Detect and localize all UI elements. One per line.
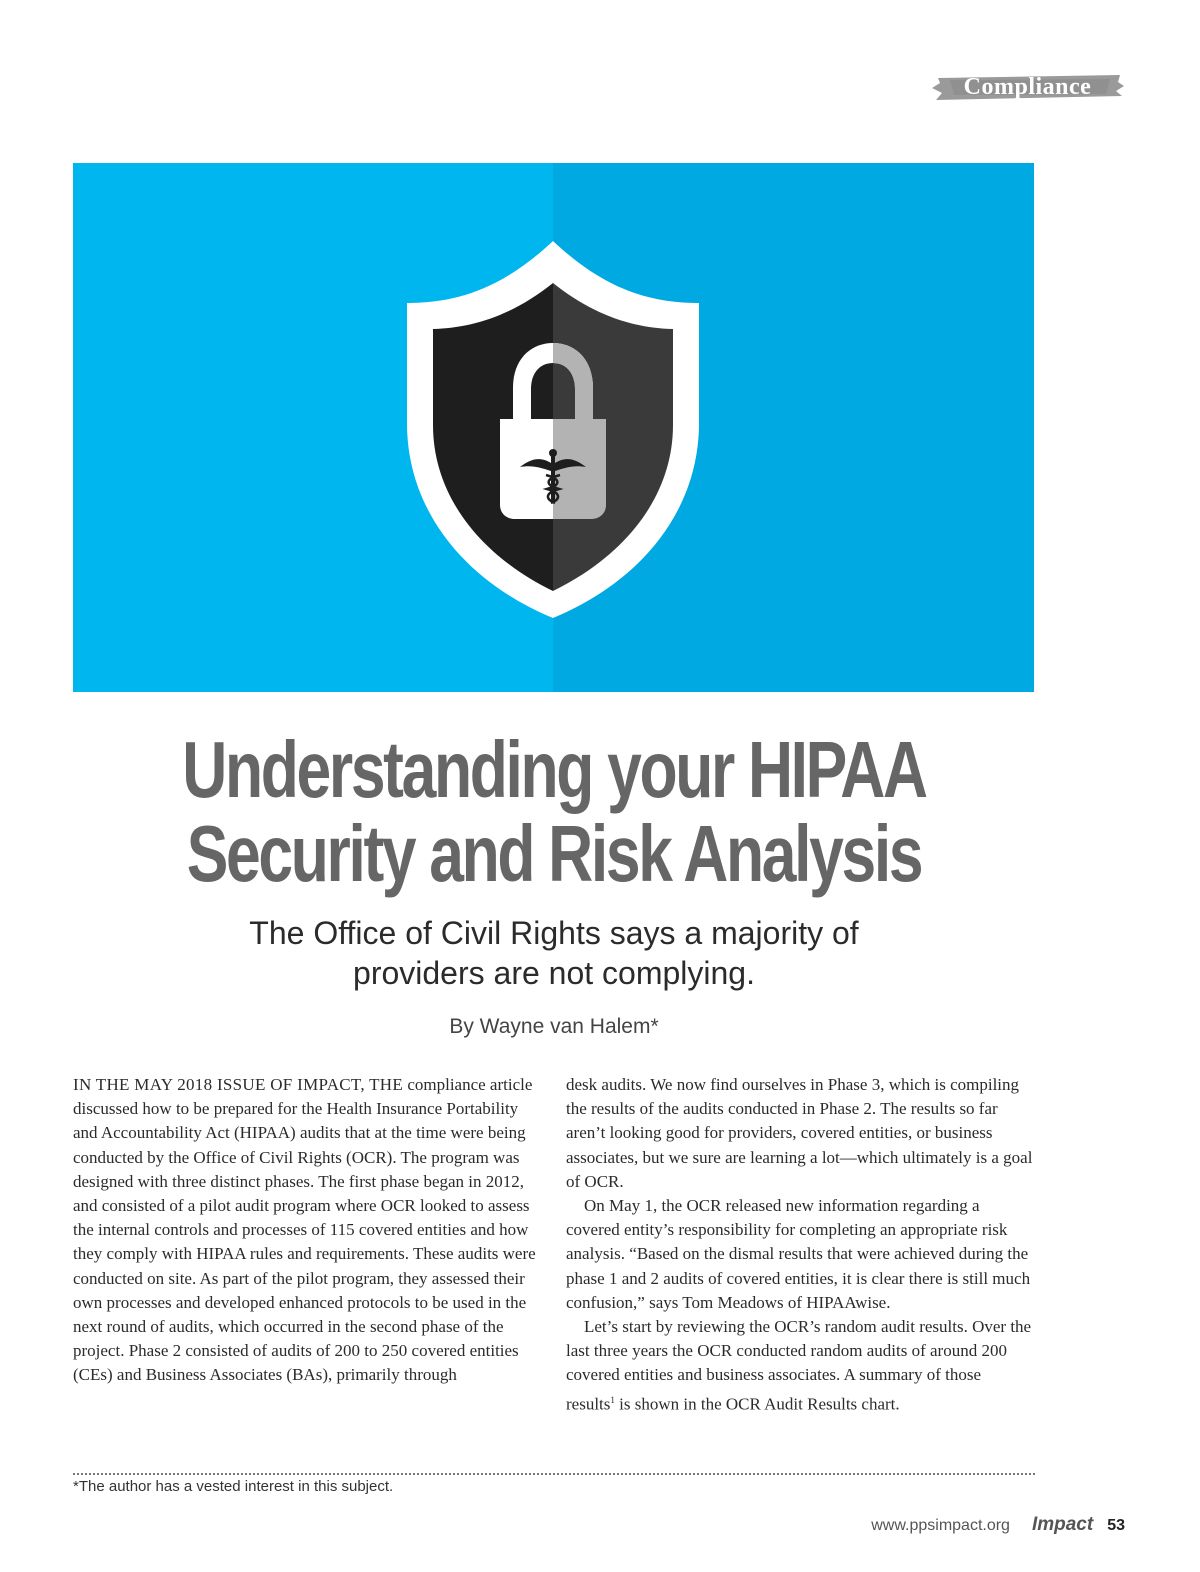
- shield-padlock-caduceus-icon: [73, 163, 1034, 692]
- page-footer: [871, 1514, 1125, 1536]
- section-tag: [930, 72, 1125, 102]
- footnote-marker: 1: [610, 1394, 615, 1405]
- lead-in: IN THE MAY 2018 ISSUE OF IMPACT, THE: [73, 1075, 404, 1094]
- footnote-divider: [73, 1473, 1035, 1475]
- hero-illustration: [73, 163, 1034, 692]
- paragraph: [566, 1315, 1034, 1416]
- page-number: 53: [1107, 1517, 1125, 1534]
- paragraph: On May 1, the OCR released new information regarding a covered entity’s responsibility for completing an appropriate risk analysis. “Based on the dismal results that were achieved during the phase 1 and 2 audits of covered entities, it is clear there is still much confusion,” says Tom Meadows of HIPAAwise.: [566, 1196, 1031, 1312]
- article-subtitle: The Office of Civil Rights says a majority of providers are not complying.: [249, 915, 859, 991]
- article-title: Understanding your HIPAA Security and Risk Analysis: [182, 725, 926, 898]
- paragraph-text: Let’s start by reviewing the OCR’s random audit results. Over the last three years the OCR conducted random audits of around 200 covered entities and business associates. A summary of those results: [566, 1317, 1032, 1414]
- footnote: *The author has a vested interest in this subject.: [73, 1478, 394, 1495]
- article-column-2: [566, 1073, 1034, 1417]
- paragraph: desk audits. We now find ourselves in Phase 3, which is compiling the results of the audits conducted in Phase 2. The results so far aren’t looking good for providers, covered entities, or business associates, but we sure are learning a lot—which ultimately is a goal of OCR.: [566, 1075, 1033, 1191]
- paragraph: [73, 1073, 541, 1388]
- footer-url: www.ppsimpact.org: [871, 1517, 1010, 1534]
- article-column-1: [73, 1073, 541, 1388]
- section-label: Compliance: [963, 73, 1092, 100]
- article-byline: By Wayne van Halem*: [449, 1015, 659, 1038]
- paragraph-body: compliance article discussed how to be prepared for the Health Insurance Portability and Accountability Act (HIPAA) audits that at the time were being conducted by the Office of Civil Rights (OCR). The program was designed with three distinct phases. The first phase began in 2012, and consisted of a pilot audit program where OCR looked to assess the internal controls and processes of 115 covered entities and how they comply with HIPAA rules and requirements. These audits were conducted on site. As part of the pilot program, they assessed their own processes and developed enhanced protocols to be used in the next round of audits, which occurred in the second phase of the project. Phase 2 consisted of audits of 200 to 250 covered entities (CEs) and Business Associates (BAs), primarily through: [73, 1075, 536, 1385]
- paragraph-text: is shown in the OCR Audit Results chart.: [614, 1394, 900, 1414]
- footer-magazine-name: Impact: [1031, 1514, 1094, 1535]
